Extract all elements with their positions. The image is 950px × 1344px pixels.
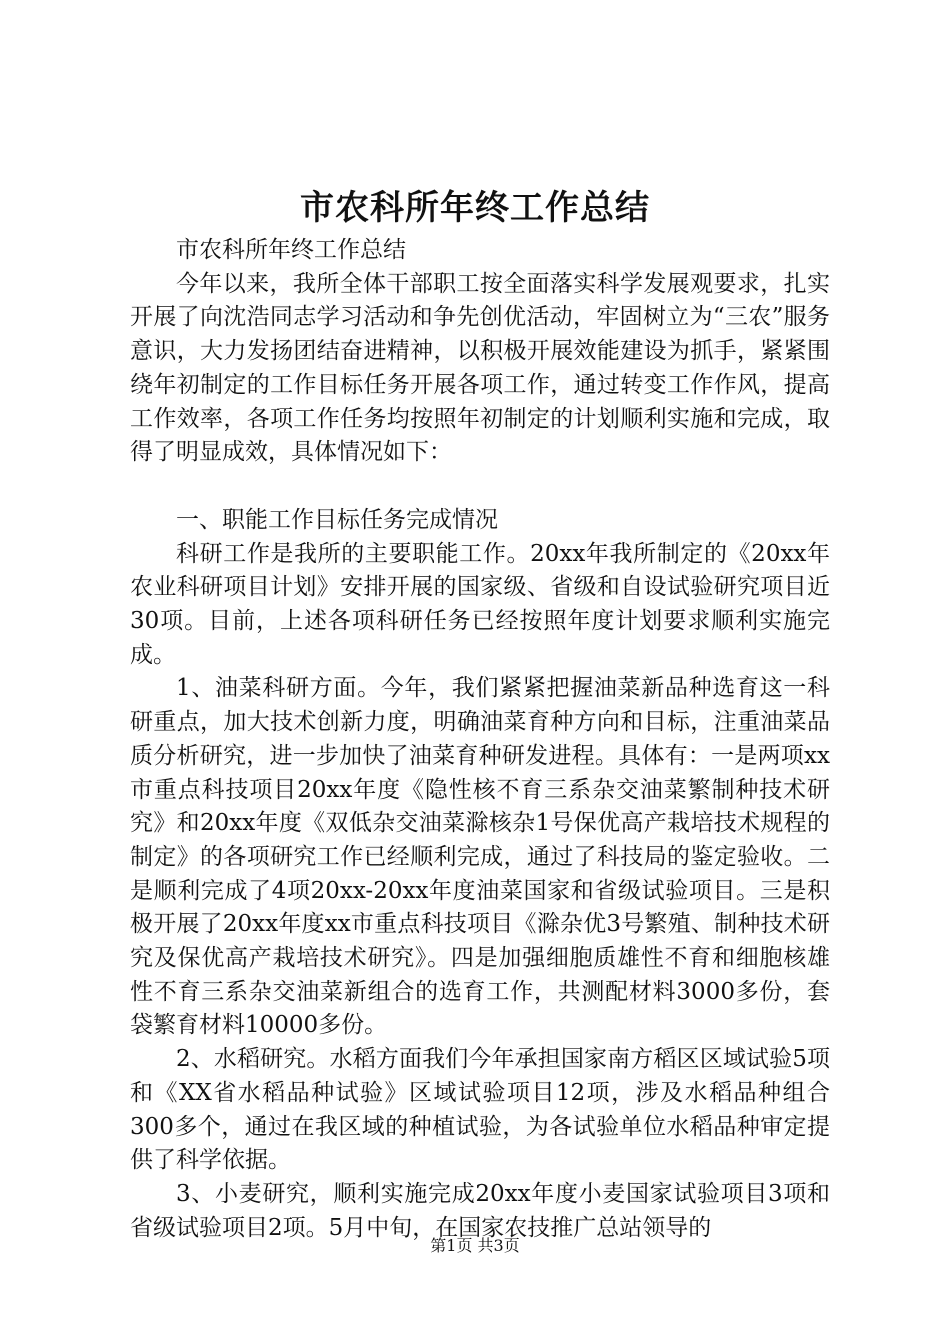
paragraph-research-overview: 科研工作是我所的主要职能工作。20xx年我所制定的《20xx年农业科研项目计划》安排开展的国家级、省级和自设试验研究项目近30项。目前，上述各项科研任务已经按照年度计划要求顺利实施完成。 xyxy=(130,540,830,668)
document-title: 市农科所年终工作总结 xyxy=(300,188,650,228)
paragraph-wheat: 3、小麦研究，顺利实施完成20xx年度小麦国家试验项目3项和省级试验项目2项。5月中旬，在国家农技推广总站领导的 xyxy=(130,1180,830,1241)
paragraph-rapeseed: 1、油菜科研方面。今年，我们紧紧把握油菜新品种选育这一科研重点，加大技术创新力度，明确油菜育种方向和目标，注重油菜品质分析研究，进一步加快了油菜育种研发进程。具体有：一是两项xx市重点科技项目20xx年度《隐性核不育三系杂交油菜繁制种技术研究》和20xx年度《双低杂交油菜滁核杂1号保优高产栽培技术规程的制定》的各项研究工作已经顺利完成，通过了科技局的鉴定验收。二是顺利完成了4项20xx-20xx年度油菜国家和省级试验项目。三是积极开展了20xx年度xx市重点科技项目《滁杂优3号繁殖、制种技术研究及保优高产栽培技术研究》。四是加强细胞质雄性不育和细胞核雄性不育三系杂交油菜新组合的选育工作，共测配材料3000多份，套袋繁育材料10000多份。 xyxy=(130,675,830,1039)
paragraph-subtitle: 市农科所年终工作总结 xyxy=(176,237,406,263)
paragraph-intro: 今年以来，我所全体干部职工按全面落实科学发展观要求，扎实开展了向沈浩同志学习活动和争先创优活动，牢固树立为“三农”服务意识，大力发扬团结奋进精神，以积极开展效能建设为抓手，紧紧围绕年初制定的工作目标任务开展各项工作，通过转变工作作风，提高工作效率，各项工作任务均按照年初制定的计划顺利实施和完成，取得了明显成效，具体情况如下： xyxy=(130,270,830,466)
paragraph-rice: 2、水稻研究。水稻方面我们今年承担国家南方稻区区域试验5项和《XX省水稻品种试验》区域试验项目12项，涉及水稻品种组合300多个，通过在我区域的种植试验，为各试验单位水稻品种审定提供了科学依据。 xyxy=(130,1046,830,1174)
page-footer: 第1页 共3页 xyxy=(430,1236,520,1255)
document-body xyxy=(130,234,830,1245)
section-heading: 一、职能工作目标任务完成情况 xyxy=(176,506,498,533)
paragraph-spacer xyxy=(130,470,830,504)
